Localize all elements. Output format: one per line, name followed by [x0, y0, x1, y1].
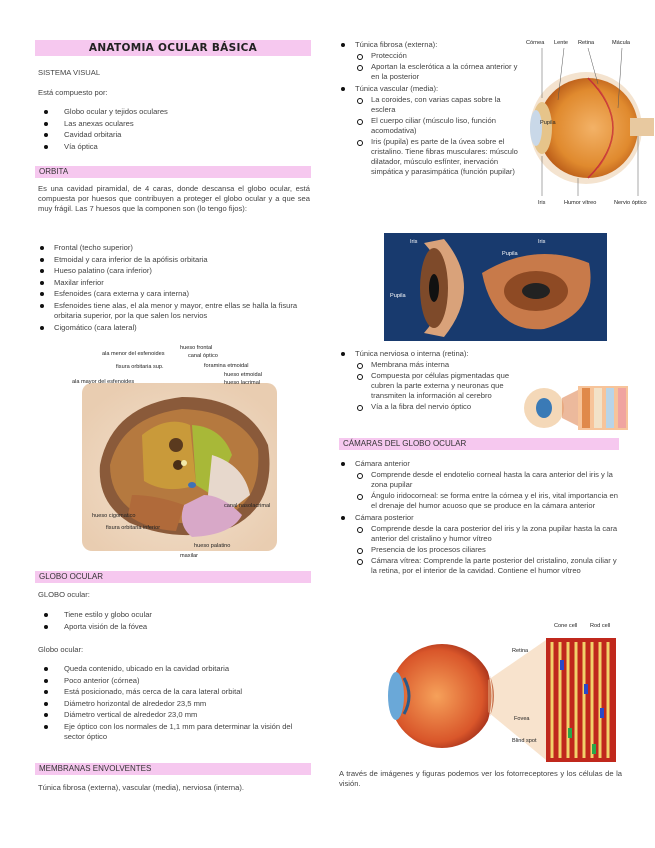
list-item: Hueso palatino (cara inferior) — [38, 266, 310, 276]
label-fisura-orbitaria-inf: fisura orbitaria inferior — [106, 525, 161, 531]
list-item: Aportan la esclerótica a la córnea anterior y en la posterior — [355, 62, 519, 82]
list-item — [339, 84, 519, 177]
globo-intro: GLOBO ocular: — [38, 590, 90, 599]
retina-layers-figure — [522, 378, 632, 434]
list-item: Está posicionado, más cerca de la cara lateral orbital — [38, 687, 310, 697]
photoreceptors-illustration — [384, 620, 621, 764]
globo-intro-2: Globo ocular: — [38, 645, 84, 654]
label-hueso-palatino: hueso palatino — [194, 543, 231, 549]
list-item: Cavidad orbitaria — [38, 130, 308, 140]
globo-list-2 — [38, 664, 310, 744]
label-hueso-etmoidal: hueso etmoidal — [224, 372, 262, 378]
eye-illustration — [518, 38, 655, 208]
label-cone-cell: Cone cell — [554, 623, 578, 629]
camara-posterior-title: Cámara posterior — [355, 512, 414, 522]
globo-heading: GLOBO OCULAR — [35, 571, 311, 583]
camaras-heading: CÁMARAS DEL GLOBO OCULAR — [339, 438, 619, 450]
list-item: Vía óptica — [38, 142, 308, 152]
list-item: Membrana más interna — [355, 360, 519, 370]
eye-cross-section-figure — [518, 38, 655, 208]
label-iris-1: Iris — [410, 239, 418, 245]
list-item: Eje óptico con los normales de 1,1 mm para determinar la visión del sector óptico — [38, 722, 310, 742]
label-foramina-etmoidal: foramina etmoidal — [204, 363, 249, 369]
tunica-fibrosa-list — [339, 40, 519, 178]
list-item — [339, 459, 622, 511]
label-fisura-orbitaria-sup: fisura orbitaria sup. — [116, 364, 164, 370]
retina-photoreceptors-figure — [384, 620, 621, 764]
globo-list — [38, 610, 310, 633]
list-item: Las anexas oculares — [38, 119, 308, 129]
label-lente: Lente — [554, 40, 568, 46]
list-item: Protección — [355, 51, 519, 61]
list-item: Etmoidal y cara inferior de la apófisis orbitaria — [38, 255, 310, 265]
orbita-heading: ORBITA — [35, 166, 311, 178]
tunica-nerviosa-title: Túnica nerviosa o interna (retina): — [355, 349, 469, 358]
tunica-vascular-title: Túnica vascular (media): — [355, 83, 439, 93]
list-item: Presencia de los procesos ciliares — [355, 545, 622, 555]
camara-anterior-title: Cámara anterior — [355, 459, 410, 468]
label-maxilar: maxilar — [180, 553, 199, 559]
label-pupila-2: Pupila — [502, 251, 518, 257]
label-fovea: Fovea — [514, 716, 530, 722]
label-hueso-cigomatico: hueso cigomatico — [92, 513, 136, 519]
list-item: Maxilar inferior — [38, 278, 310, 288]
list-item: Esfenoides tiene alas, el ala menor y mayor, entre ellas se halla la fisura orbitaria superior, por la que salen los nervios — [38, 301, 310, 321]
label-cornea: Córnea — [526, 40, 545, 46]
label-retina-photo: Retina — [512, 648, 529, 654]
list-item — [339, 513, 622, 576]
label-pupila: Pupila — [540, 120, 556, 126]
label-canal-optico: canal óptico — [188, 353, 218, 359]
list-item: Compuesta por células pigmentadas que cubren la parte externa y neuronas que transmiten la información al cerebro — [355, 371, 519, 401]
list-item: Aporta visión de la fóvea — [38, 622, 310, 632]
list-item: Cámara vítrea: Comprende la parte posterior del cristalino, zonula ciliar y la retina, por el interior de la cavidad. Contiene el humor vítreo — [355, 556, 622, 576]
label-humor-vitreo: Humor vítreo — [564, 200, 597, 206]
list-item: Esfenoides (cara externa y cara interna) — [38, 289, 310, 299]
orbita-figure — [72, 345, 284, 562]
page-title-bar — [35, 40, 311, 56]
label-macula: Mácula — [612, 40, 631, 46]
list-item: Globo ocular y tejidos oculares — [38, 107, 308, 117]
label-canal-nasolacrimal: canal nasolacrimal — [224, 503, 271, 509]
list-item: Comprende desde la cara posterior del iris y la zona pupilar hasta la cara anterior del cristalino y humor vítreo — [355, 524, 622, 544]
list-item: Vía a la fibra del nervio óptico — [355, 402, 519, 412]
retina-layers-illustration — [522, 378, 632, 434]
tunica-fibrosa-title: Túnica fibrosa (externa): — [355, 40, 438, 49]
membranas-heading: MEMBRANAS ENVOLVENTES — [35, 763, 311, 775]
list-item: Poco anterior (córnea) — [38, 676, 310, 686]
label-iris: Iris — [538, 200, 546, 206]
label-hueso-lacrimal: hueso lacrimal — [224, 380, 261, 386]
membranas-paragraph: Túnica fibrosa (externa), vascular (media), nerviosa (interna). — [38, 783, 244, 792]
camaras-list — [339, 459, 622, 577]
list-item — [339, 349, 519, 412]
list-item: Ángulo iridocorneal: se forma entre la córnea y el iris, vital importancia en el drenaje del humor acuoso que se produce en la cámara anterior — [355, 491, 622, 511]
label-blind-spot: Blind spot — [512, 738, 537, 744]
list-item: Cigomático (cara lateral) — [38, 323, 310, 333]
label-pupila-1: Pupila — [390, 293, 406, 299]
label-rod-cell: Rod cell — [590, 623, 611, 629]
label-ala-menor: ala menor del esfenoides — [102, 351, 165, 357]
list-item: Diámetro vertical de alrededor 23,0 mm — [38, 710, 310, 720]
list-item: Tiene estilo y globo ocular — [38, 610, 310, 620]
closing-paragraph: A través de imágenes y figuras podemos ver los fotorreceptores y los células de la visión. — [339, 769, 622, 789]
iris-illustration — [384, 233, 607, 341]
page-title: ANATOMIA OCULAR BÁSICA — [88, 42, 258, 54]
list-item: Queda contenido, ubicado en la cavidad orbitaria — [38, 664, 310, 674]
tunica-nerviosa-list — [339, 349, 519, 414]
label-retina: Retina — [578, 40, 595, 46]
compuesto-intro: Está compuesto por: — [38, 88, 108, 97]
list-item: Diámetro horizontal de alrededor 23,5 mm — [38, 699, 310, 709]
list-item: La coroides, con varias capas sobre la esclera — [355, 95, 519, 115]
list-item: Comprende desde el endotelio corneal hasta la cara anterior del iris y la zona pupilar — [355, 470, 622, 490]
list-item: Iris (pupila) es parte de la úvea sobre el cristalino. Tiene fibras musculares: músculo dilatador, músculo esfínter, inervación simpática y parasimpática (función pupilar) — [355, 137, 519, 177]
label-iris-2: Iris — [538, 239, 546, 245]
list-item — [339, 40, 519, 82]
label-ala-mayor: ala mayor del esfenoides — [72, 379, 135, 385]
list-item: El cuerpo ciliar (músculo liso, función acomodativa) — [355, 116, 519, 136]
iris-pupila-figure — [384, 233, 607, 341]
label-hueso-frontal: hueso frontal — [180, 345, 213, 351]
compuesto-list — [38, 107, 308, 153]
label-nervio-optico: Nervio óptico — [614, 200, 647, 206]
list-item: Frontal (techo superior) — [38, 243, 310, 253]
orbita-list — [38, 243, 310, 334]
sistema-visual-heading: SISTEMA VISUAL — [38, 68, 101, 77]
orbita-paragraph: Es una cavidad piramidal, de 4 caras, donde descansa el globo ocular, está compuesta por huesos que contribuyen a proteger el globo ocular y a que sea muy frágil. Las 7 huesos que la componen son (lo tengo fijos): — [38, 184, 310, 214]
